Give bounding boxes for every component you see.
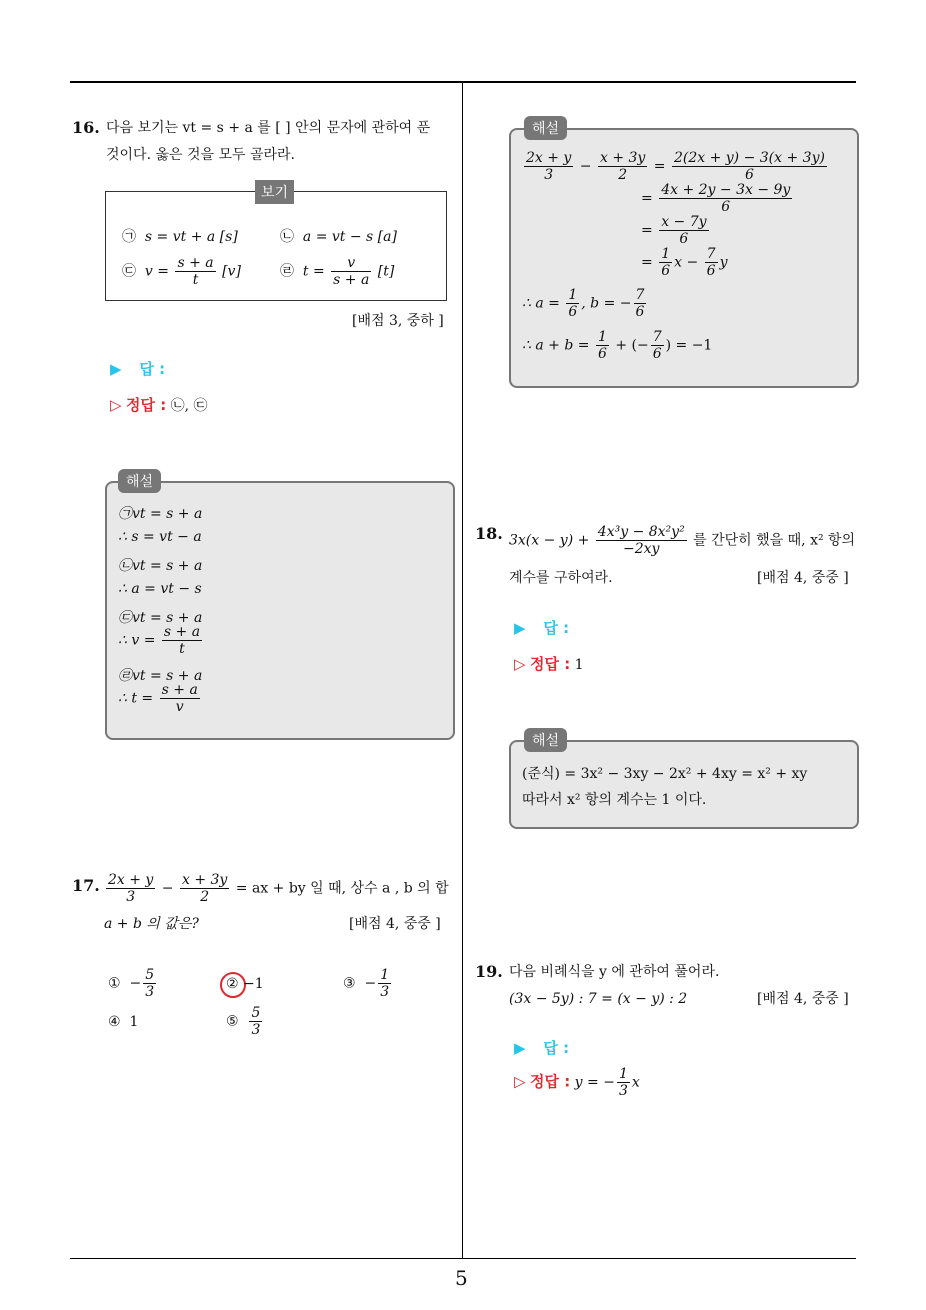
q18-correct-value: 1 — [574, 657, 584, 673]
q17s-r6-tail: ) = −1 — [665, 337, 713, 354]
q17s-r4-tail: y — [719, 254, 728, 271]
q18-correct-row — [514, 653, 584, 674]
q19-correct-label: 정답 : — [530, 1072, 571, 1091]
q16-sol-line4: ∴ a = vt − s — [118, 581, 202, 597]
q19-answer-label: 답 : — [543, 1039, 570, 1057]
play-icon: ▶ — [514, 1039, 526, 1057]
q17s-r5-b-den: 6 — [635, 304, 645, 320]
q16-sol8-lhs: ∴ t = — [118, 690, 154, 707]
q17-rest: = ax + by 일 때, 상수 a , b 의 합 — [235, 880, 449, 897]
q19-line2: (3x − 5y) : 7 = (x − y) : 2 — [509, 991, 688, 1007]
q17s-r5-fb — [634, 287, 647, 320]
q16-score: [배점 3, 중하 ] — [352, 313, 444, 329]
q19-correct-frac — [617, 1066, 630, 1099]
q17s-r3-den: 6 — [679, 231, 689, 247]
q16-option-3 — [122, 255, 241, 288]
column-divider — [462, 83, 463, 1259]
q17-c3-sign: − — [364, 975, 377, 992]
q16-sol6-den: t — [179, 641, 185, 657]
q19-correct-lhs: y = − — [574, 1074, 615, 1091]
q17-choice-5[interactable] — [226, 1005, 264, 1038]
q17s-r1-fb — [598, 150, 647, 183]
q17-c2-value: −1 — [243, 976, 264, 992]
q17s-r2-num: 4x + 2y − 3x − 9y — [661, 182, 791, 198]
q17s-r4-b-den: 6 — [706, 263, 716, 279]
bottom-rule — [70, 1258, 856, 1259]
q17-c1-marker: ① — [108, 975, 121, 992]
q16-sol-line7: ㉣vt = s + a — [118, 668, 203, 684]
page-number: 5 — [455, 1266, 468, 1290]
q17-c5-frac — [249, 1005, 262, 1038]
q16-opt3-den: t — [192, 272, 199, 288]
q18-solution-box — [509, 740, 859, 829]
q16-sol-line5: ㉢vt = s + a — [118, 610, 203, 626]
q18-number: 18. — [475, 524, 503, 543]
q17s-r1-eq: = — [653, 158, 666, 175]
q16-opt3-num: s + a — [177, 255, 214, 271]
q17-choice-1[interactable] — [108, 967, 158, 1000]
q16-sol-line3: ㉡vt = s + a — [118, 558, 203, 574]
q19-score: [배점 4, 중중 ] — [757, 991, 849, 1007]
q17s-r1-a-den: 3 — [544, 167, 554, 183]
q16-opt4-tail: [t] — [377, 263, 395, 280]
q17s-r5-b-num: 7 — [635, 287, 645, 303]
q17-sol-row5 — [522, 287, 648, 320]
q16-line1: 다음 보기는 vt = s + a 를 [ ] 안의 문자에 관하여 푼 — [106, 120, 431, 136]
q17s-r2-den: 6 — [721, 199, 731, 215]
q17s-r3-num: x − 7y — [661, 214, 707, 230]
q16-correct-row — [110, 394, 208, 415]
q17-c1-den: 3 — [145, 984, 155, 1000]
q18-sol-line2: 따라서 x² 항의 계수는 1 이다. — [522, 792, 707, 808]
q18-correct-label: 정답 : — [530, 655, 571, 673]
q17-sol-row1 — [522, 150, 829, 183]
q16-opt3-lhs: v = — [144, 263, 169, 280]
q17-c5-marker: ⑤ — [226, 1013, 239, 1030]
q17s-r6-mid: + (− — [615, 337, 649, 354]
q18-f-den: −2xy — [623, 541, 660, 557]
q17s-r2-eq: = — [641, 190, 653, 207]
q16-opt4-lhs: t = — [302, 263, 325, 280]
top-rule — [70, 81, 856, 83]
q17s-r5-a-den: 6 — [568, 304, 578, 320]
q19-number: 19. — [475, 962, 503, 981]
q17s-r1-fc — [672, 150, 827, 183]
q16-sol-line6 — [118, 624, 204, 657]
q16-opt1-text: s = vt + a [s] — [144, 229, 238, 245]
q17-sol-row2 — [641, 182, 794, 215]
q16-answer-row — [110, 358, 165, 379]
q16-correct-label: 정답 : — [126, 396, 167, 414]
q16-sol-line1: ㉠vt = s + a — [118, 506, 203, 522]
q16-sol6-num: s + a — [163, 624, 201, 640]
q16-sol-line2: ∴ s = vt − a — [118, 529, 202, 545]
q18-sol-line1: (준식) = 3x² − 3xy − 2x² + 4xy = x² + xy — [522, 766, 808, 782]
q17-line2: a + b 의 값은? — [104, 916, 199, 932]
outline-triangle-icon: ▷ — [514, 1072, 526, 1091]
q17s-r4-a-num: 1 — [661, 246, 671, 262]
q17s-r5-mid: , b = − — [581, 295, 632, 312]
q17s-r5-a-num: 1 — [568, 287, 578, 303]
q17s-r6-a-num: 1 — [597, 329, 607, 345]
q16-sol8-num: s + a — [161, 682, 198, 698]
q17s-r2-f — [659, 182, 792, 215]
q17s-r6-fb — [651, 329, 664, 362]
q18-line2: 계수를 구하여라. — [509, 570, 613, 586]
q17-c1-num: 5 — [145, 967, 155, 983]
q16-correct-value: ㉡, ㉢ — [170, 398, 208, 414]
q19-correct-den: 3 — [618, 1083, 628, 1099]
q16-sol8-den: v — [175, 699, 184, 715]
q16-number: 16. — [72, 118, 100, 137]
q17-c5-den: 3 — [251, 1022, 261, 1038]
q17s-r4-fb — [705, 246, 718, 279]
q18-line1 — [509, 524, 855, 557]
q17s-r1-b-den: 2 — [618, 167, 628, 183]
q17-sol-row3 — [641, 214, 711, 247]
q17-line1 — [104, 872, 449, 905]
q16-sol6-fraction — [162, 624, 202, 657]
q17-choice-4[interactable] — [108, 1014, 138, 1030]
q18-pre: 3x(x − y) + — [509, 532, 590, 549]
q17-score: [배점 4, 중중 ] — [349, 916, 441, 932]
q17-number: 17. — [72, 876, 100, 895]
q17s-r6-fa — [596, 329, 609, 362]
q16-bogi-label: 보기 — [255, 180, 294, 204]
q16-answer-label: 답 : — [139, 360, 166, 378]
q16-opt3-fraction — [175, 255, 215, 288]
q17-minus: − — [161, 880, 174, 897]
q17-choice-3[interactable] — [343, 967, 393, 1000]
q17s-r1-op: − — [579, 158, 592, 175]
outline-triangle-icon: ▷ — [514, 655, 526, 673]
q17-choice-2[interactable] — [226, 976, 264, 992]
q16-opt4-fraction — [331, 255, 371, 288]
q17s-r4-eq: = — [641, 254, 653, 271]
q17-f1-num: 2x + y — [108, 872, 154, 888]
q17-f2-num: x + 3y — [181, 872, 228, 888]
q17s-r1-c-num: 2(2x + y) − 3(x + 3y) — [673, 150, 825, 166]
q16-opt4-den: s + a — [333, 272, 370, 288]
q16-opt4-marker: ㉣ — [280, 263, 294, 280]
play-icon: ▶ — [110, 360, 122, 378]
q17-sol-row6 — [522, 329, 712, 362]
q17-c1-sign: − — [129, 975, 142, 992]
q17-c1-frac — [143, 967, 156, 1000]
q17s-r3-eq: = — [641, 222, 653, 239]
q16-sol6-lhs: ∴ v = — [118, 632, 156, 649]
q18-score: [배점 4, 중중 ] — [757, 570, 849, 586]
q17s-r6-a-den: 6 — [597, 346, 607, 362]
q17-solution-label: 해설 — [524, 116, 567, 140]
q17s-r6-b-den: 6 — [652, 346, 662, 362]
q18-f-num: 4x³y − 8x²y² — [597, 524, 685, 540]
play-icon: ▶ — [514, 619, 526, 637]
q16-opt3-tail: [v] — [222, 263, 241, 280]
q19-answer-row — [514, 1037, 569, 1058]
q16-sol-line8 — [118, 682, 202, 715]
q17-c3-marker: ③ — [343, 975, 356, 992]
q17-c3-frac — [378, 967, 391, 1000]
q17-c4-marker: ④ — [108, 1014, 121, 1030]
q17-c4-value: 1 — [129, 1014, 139, 1030]
q18-solution-label: 해설 — [524, 728, 567, 752]
q16-option-4 — [280, 255, 394, 288]
q17s-r4-b-num: 7 — [706, 246, 716, 262]
q19-correct-row — [514, 1066, 640, 1099]
q17-c3-num: 1 — [380, 967, 390, 983]
q17s-r6-b-num: 7 — [652, 329, 662, 345]
q16-sol8-fraction — [160, 682, 200, 715]
q19-line1: 다음 비례식을 y 에 관하여 풀어라. — [509, 964, 720, 980]
q17s-r6-lhs: ∴ a + b = — [522, 337, 590, 354]
q16-option-2 — [280, 226, 397, 246]
q17-frac1 — [106, 872, 155, 905]
q17s-r4-a-den: 6 — [661, 263, 671, 279]
q17-sol-row4 — [641, 246, 727, 279]
q18-answer-row — [514, 617, 569, 638]
outline-triangle-icon: ▷ — [110, 396, 122, 414]
q16-opt2-marker: ㉡ — [280, 229, 294, 245]
q17-c5-num: 5 — [251, 1005, 261, 1021]
q16-solution-label: 해설 — [118, 469, 161, 493]
q16-opt1-marker: ㉠ — [122, 229, 136, 245]
q19-correct-num: 1 — [618, 1066, 628, 1082]
q17s-r1-a-num: 2x + y — [526, 150, 572, 166]
q16-line2: 것이다. 옳은 것을 모두 골라라. — [106, 147, 295, 163]
q17-f2-den: 2 — [200, 889, 210, 905]
q18-fraction — [596, 524, 687, 557]
q17s-r4-mid: x − — [674, 254, 699, 271]
q17s-r3-f — [659, 214, 708, 247]
q17-c3-den: 3 — [380, 984, 390, 1000]
q18-answer-label: 답 : — [543, 619, 570, 637]
q19-correct-tail: x — [631, 1074, 640, 1091]
q18-post: 를 간단히 했을 때, x² 항의 — [693, 532, 856, 549]
q16-option-1 — [122, 226, 238, 246]
q17s-r1-b-num: x + 3y — [599, 150, 646, 166]
q17s-r5-lhs: ∴ a = — [522, 295, 560, 312]
q16-opt4-num: v — [331, 255, 371, 272]
q17-frac2 — [180, 872, 229, 905]
q17s-r1-fa — [524, 150, 573, 183]
q17s-r5-fa — [566, 287, 579, 320]
q17s-r4-fa — [659, 246, 672, 279]
q16-opt2-text: a = vt − s [a] — [302, 229, 397, 245]
q17-c2-marker: ② — [226, 976, 239, 992]
q16-opt3-marker: ㉢ — [122, 263, 136, 280]
q17s-r1-c-den: 6 — [745, 167, 754, 183]
q17-f1-den: 3 — [126, 889, 136, 905]
